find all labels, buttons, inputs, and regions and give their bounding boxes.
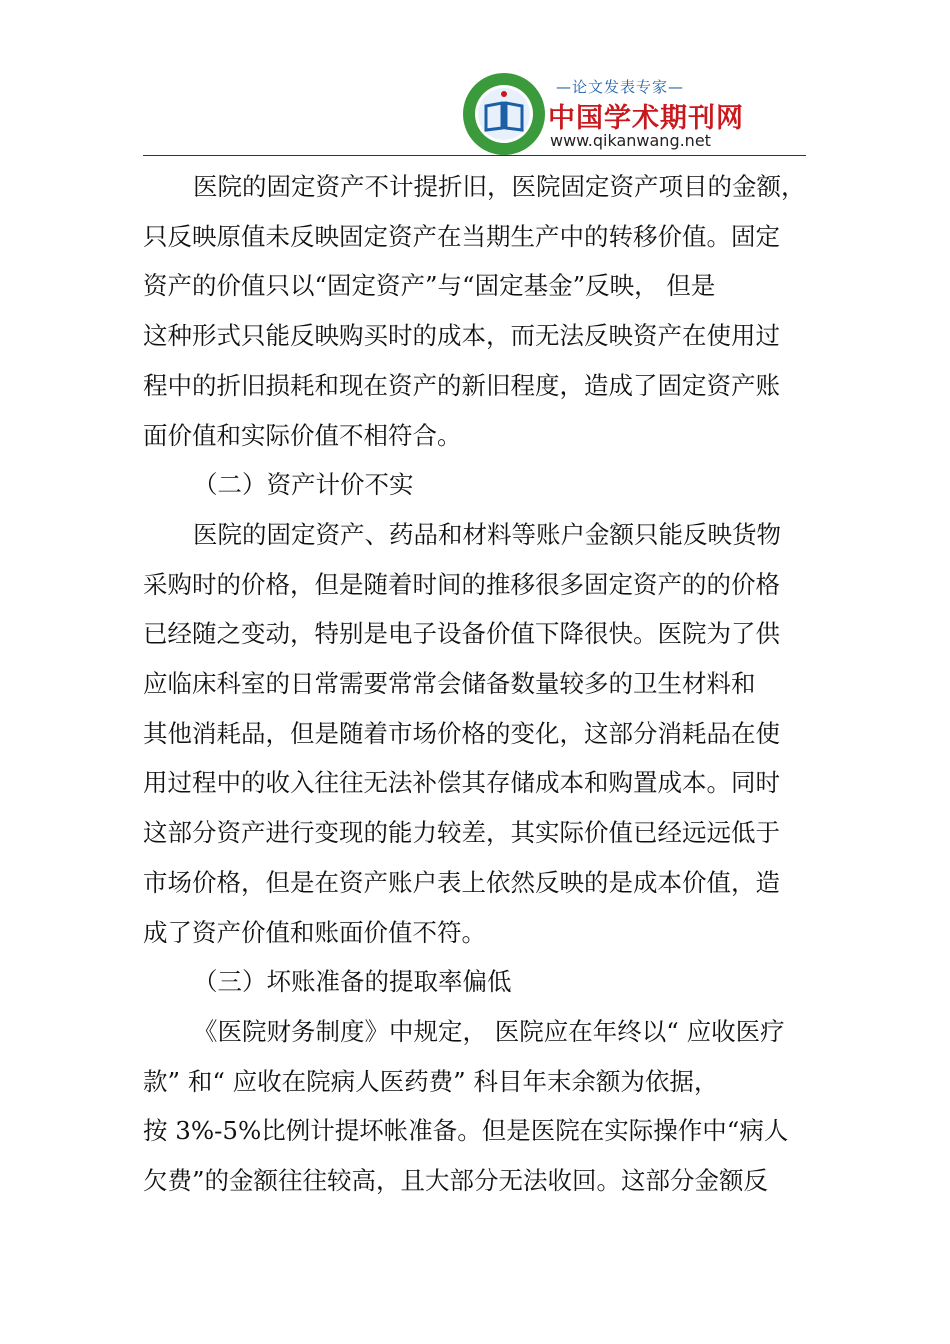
paragraph-line: 面价值和实际价值不相符合。 — [143, 420, 462, 450]
paragraph-line: 程中的折旧损耗和现在资产的新旧程度，造成了固定资产账 — [143, 370, 780, 400]
paragraph-line: 医院的固定资产、药品和材料等账户金额只能反映货物 — [193, 519, 781, 549]
book-seal-icon — [462, 72, 546, 156]
paragraph-line: 应临床科室的日常需要常常会储备数量较多的卫生材料和 — [143, 669, 756, 699]
paragraph-line: 款” 和“ 应收在院病人医药费” 科目年末余额为依据， — [143, 1066, 719, 1096]
section-heading: （二）资产计价不实 — [193, 470, 414, 500]
site-logo — [462, 72, 744, 156]
paragraph-line: 其他消耗品，但是随着市场价格的变化，这部分消耗品在使 — [143, 718, 780, 748]
article-body — [143, 162, 813, 1206]
paragraph-line: 《医院财务制度》中规定， 医院应在年终以“ 应收医疗 — [193, 1016, 785, 1046]
brand-name: 中国学术期刊网 — [548, 103, 744, 134]
paragraph-line: 这种形式只能反映购买时的成本，而无法反映资产在使用过 — [143, 321, 780, 351]
paragraph-line: 采购时的价格，但是随着时间的推移很多固定资产的的价格 — [143, 569, 780, 599]
brand-url: www.qikanwang.net — [550, 131, 711, 150]
paragraph-line: 这部分资产进行变现的能力较差，其实际价值已经远远低于 — [143, 818, 780, 848]
paragraph-line: 市场价格，但是在资产账户表上依然反映的是成本价值，造 — [143, 867, 780, 897]
section-heading: （三）坏账准备的提取率偏低 — [193, 967, 512, 997]
paragraph-line: 资产的价值只以“固定资产”与“固定基金”反映， 但是 — [143, 271, 716, 301]
paragraph-line: 只反映原值未反映固定资产在当期生产中的转移价值。固定 — [143, 221, 780, 251]
paragraph-line: 医院的固定资产不计提折旧，医院固定资产项目的金额， — [193, 172, 806, 201]
header-divider — [143, 155, 806, 156]
paragraph-line: 欠费”的金额往往较高，且大部分无法收回。这部分金额反 — [143, 1166, 769, 1196]
brand-slogan: —论文发表专家— — [556, 78, 685, 96]
paragraph-line: 按 3%-5%比例计提坏帐准备。但是医院在实际操作中“病人 — [143, 1116, 789, 1146]
paragraph-line: 成了资产价值和账面价值不符。 — [143, 917, 486, 947]
paragraph-line: 用过程中的收入往往无法补偿其存储成本和购置成本。同时 — [143, 768, 780, 798]
paragraph-line: 已经随之变动，特别是电子设备价值下降很快。医院为了供 — [143, 619, 780, 649]
